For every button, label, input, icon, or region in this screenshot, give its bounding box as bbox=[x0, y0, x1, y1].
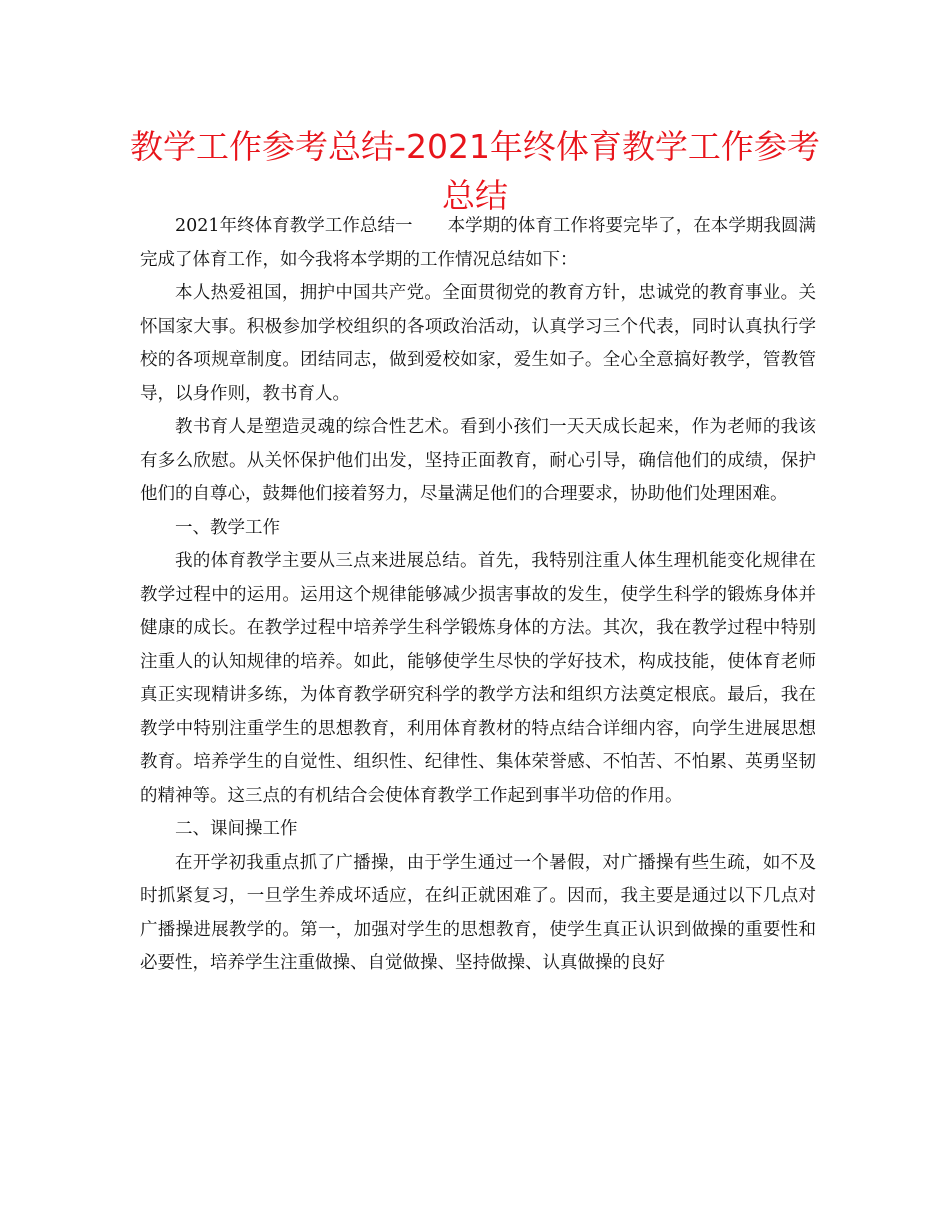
paragraph-education: 教书育人是塑造灵魂的综合性艺术。看到小孩们一天天成长起来，作为老师的我该有多么欣慰。从关怀保护他们出发，坚持正面教育，耐心引导，确信他们的成绩，保护他们的自尊心，鼓舞他们接着努力，尽量满足他们的合理要求，协助他们处理困难。 bbox=[140, 417, 816, 504]
document-body bbox=[140, 210, 816, 981]
paragraph-teaching: 我的体育教学主要从三点来进展总结。首先，我特别注重人体生理机能变化规律在教学过程中的运用。运用这个规律能够减少损害事故的发生，使学生科学的锻炼身体并健康的成长。在教学过程中培养学生科学锻炼身体的方法。其次，我在教学过程中特别注重人的认知规律的培养。如此，能够使学生尽快的学好技术，构成技能，使体育老师真正实现精讲多练，为体育教学研究科学的教学方法和组织方法奠定根底。最后，我在教学中特别注重学生的思想教育，利用体育教材的特点结合详细内容，向学生进展思想教育。培养学生的自觉性、组织性、纪律性、集体荣誉感、不怕苦、不怕累、英勇坚韧的精神等。这三点的有机结合会使体育教学工作起到事半功倍的作用。 bbox=[140, 551, 816, 806]
section-heading-exercise: 二、课间操工作 bbox=[175, 819, 298, 839]
paragraph-exercise: 在开学初我重点抓了广播操，由于学生通过一个暑假，对广播操有些生疏，如不及时抓紧复习，一旦学生养成坏适应，在纠正就困难了。因而，我主要是通过以下几点对广播操进展教学的。第一，加强对学生的思想教育，使学生真正认识到做操的重要性和必要性，培养学生注重做操、自觉做操、坚持做操、认真做操的良好 bbox=[140, 852, 816, 973]
document-title: 教学工作参考总结-2021年终体育教学工作参考总结 bbox=[130, 127, 820, 215]
paragraph-intro: 2021年终体育教学工作总结一 本学期的体育工作将要完毕了，在本学期我圆满完成了体育工作，如今我将本学期的工作情况总结如下： bbox=[140, 216, 816, 270]
section-heading-teaching: 一、教学工作 bbox=[175, 517, 280, 538]
paragraph-political: 本人热爱祖国，拥护中国共产党。全面贯彻党的教育方针，忠诚党的教育事业。关怀国家大事。积极参加学校组织的各项政治活动，认真学习三个代表，同时认真执行学校的各项规章制度。团结同志，做到爱校如家，爱生如子。全心全意搞好教学，管教管导，以身作则，教书育人。 bbox=[140, 283, 816, 404]
